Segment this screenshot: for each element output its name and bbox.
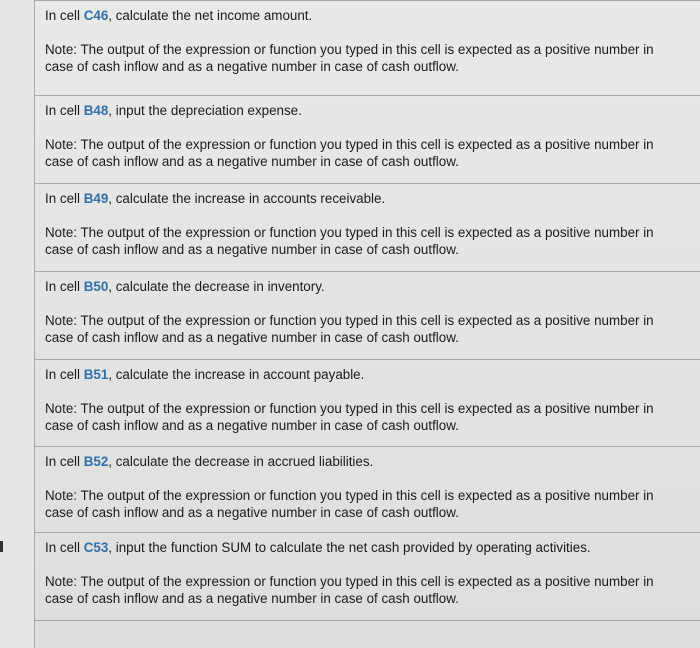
instruction-row-b51 — [35, 359, 700, 446]
cell-reference: B50 — [83, 279, 109, 294]
instruction-prompt — [45, 539, 670, 556]
instruction-prompt — [45, 7, 670, 24]
instruction-note: Note: The output of the expression or function you typed in this cell is expected as a positive number in case of cash inflow and as a negative number in case of cash outflow. — [45, 401, 654, 433]
instruction-prompt — [45, 453, 670, 470]
cell-reference: B49 — [83, 191, 109, 206]
instruction-row-b49 — [35, 183, 700, 271]
cell-reference: B52 — [83, 454, 109, 469]
prompt-prefix: In cell — [45, 279, 84, 294]
instruction-row-c53 — [35, 532, 700, 621]
instruction-note: Note: The output of the expression or function you typed in this cell is expected as a positive number in case of cash inflow and as a negative number in case of cash outflow. — [45, 574, 654, 606]
prompt-suffix: , calculate the decrease in accrued liabilities. — [108, 454, 374, 469]
instruction-prompt — [45, 102, 670, 119]
instruction-prompt — [45, 366, 670, 383]
prompt-suffix: , input the function SUM to calculate the net cash provided by operating activities. — [108, 540, 591, 555]
cell-reference: B51 — [83, 367, 109, 382]
prompt-prefix: In cell — [45, 367, 84, 382]
cell-reference: C53 — [83, 540, 109, 555]
prompt-prefix: In cell — [45, 540, 84, 555]
instruction-note: Note: The output of the expression or function you typed in this cell is expected as a positive number in case of cash inflow and as a negative number in case of cash outflow. — [45, 137, 654, 169]
instruction-row-b52 — [35, 446, 700, 532]
instruction-row-b50 — [35, 271, 700, 359]
instruction-note: Note: The output of the expression or function you typed in this cell is expected as a positive number in case of cash inflow and as a negative number in case of cash outflow. — [45, 488, 654, 520]
instruction-note: Note: The output of the expression or function you typed in this cell is expected as a positive number in case of cash inflow and as a negative number in case of cash outflow. — [45, 225, 654, 257]
gutter-marker — [0, 541, 3, 552]
instruction-prompt — [45, 278, 670, 295]
prompt-prefix: In cell — [45, 191, 84, 206]
prompt-suffix: , calculate the increase in accounts receivable. — [108, 191, 386, 206]
instruction-note: Note: The output of the expression or function you typed in this cell is expected as a positive number in case of cash inflow and as a negative number in case of cash outflow. — [45, 42, 654, 74]
prompt-suffix: , input the depreciation expense. — [108, 103, 302, 118]
prompt-suffix: , calculate the net income amount. — [108, 8, 313, 23]
prompt-prefix: In cell — [45, 454, 84, 469]
prompt-prefix: In cell — [45, 8, 84, 23]
cell-reference: B48 — [83, 103, 109, 118]
instruction-note: Note: The output of the expression or function you typed in this cell is expected as a positive number in case of cash inflow and as a negative number in case of cash outflow. — [45, 313, 654, 345]
prompt-suffix: , calculate the decrease in inventory. — [108, 279, 325, 294]
instruction-row-c46 — [35, 0, 700, 95]
prompt-suffix: , calculate the increase in account payable. — [108, 367, 365, 382]
row-gutter — [0, 0, 35, 648]
cell-reference: C46 — [83, 8, 109, 23]
instruction-row-b48 — [35, 95, 700, 183]
instruction-prompt — [45, 190, 670, 207]
prompt-prefix: In cell — [45, 103, 84, 118]
